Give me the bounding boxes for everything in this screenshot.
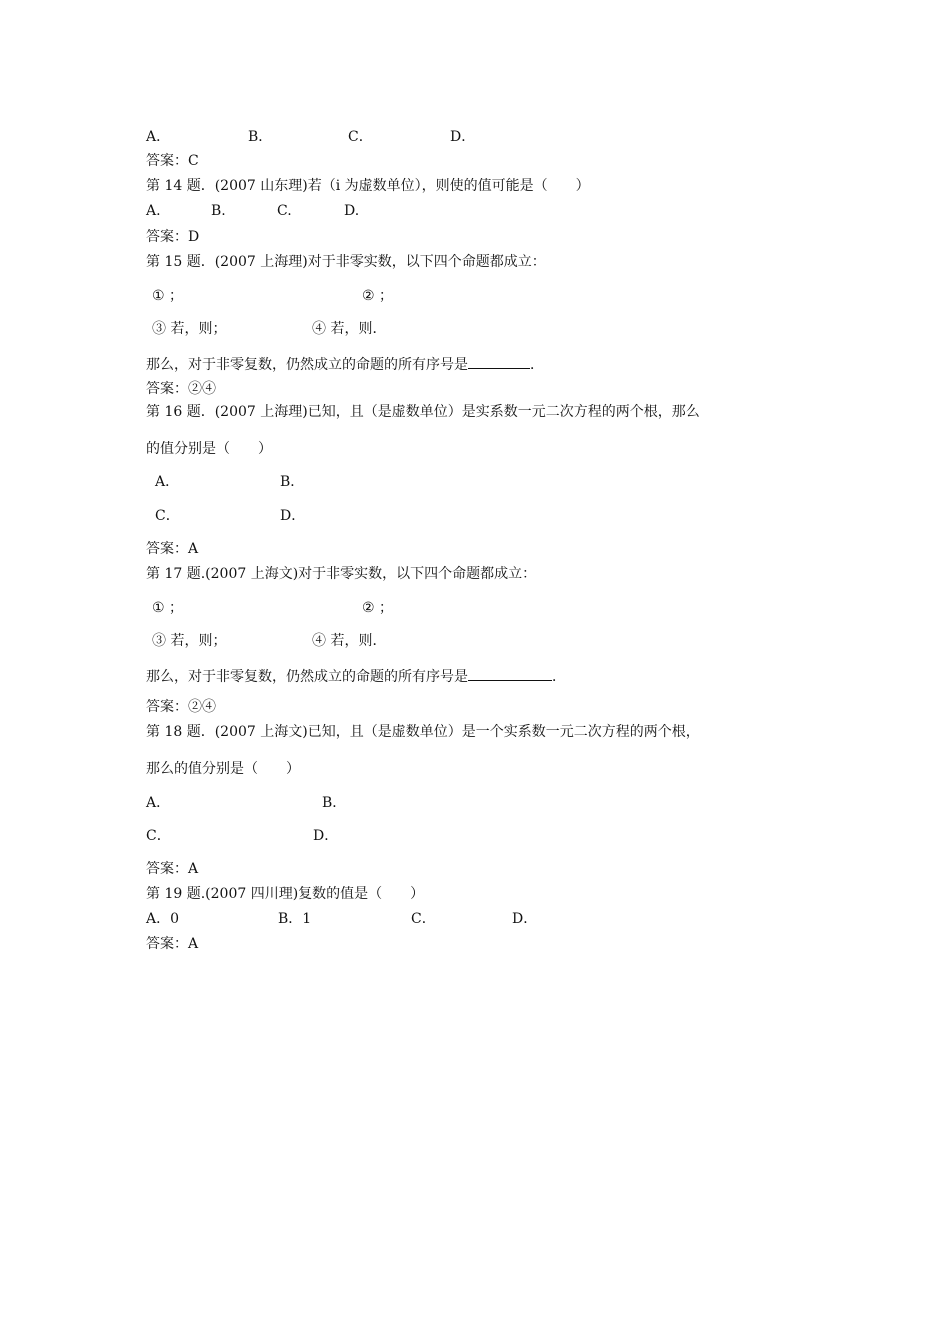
q14-title: 第 14 题．(2007 山东理)若（i 为虚数单位），则使的值可能是（ ） (146, 178, 590, 194)
q13-option-b: B． (248, 129, 273, 145)
q19-answer: 答案：A (146, 936, 199, 952)
q16-option-b: B． (280, 474, 305, 490)
q17-question (146, 666, 566, 686)
q15-answer: 答案：②④ (146, 381, 216, 397)
q17-question-end: ． (552, 669, 566, 685)
q13-option-c: C． (348, 129, 373, 145)
q15-answer-blank (468, 354, 530, 369)
q19-option-b: B．1 (278, 911, 312, 927)
q18-title: 第 18 题．(2007 上海文)已知，且（是虚数单位）是一个实系数一元二次方程的两个根， (146, 724, 700, 740)
q15-question-text: 那么，对于非零复数，仍然成立的命题的所有序号是 (146, 357, 468, 373)
q15-statement-2: ② ； (362, 288, 394, 304)
q17-statement-4: ④ 若，则． (312, 633, 387, 649)
q13-option-a: A． (146, 129, 171, 145)
q17-statement-2: ② ； (362, 600, 394, 616)
q14-answer: 答案：D (146, 229, 200, 245)
q17-answer-blank (468, 666, 552, 681)
q14-option-b: B. (211, 203, 226, 219)
q18-option-d: D． (313, 828, 339, 844)
q19-option-c: C． (411, 911, 436, 927)
q15-question-end: ． (530, 357, 544, 373)
q15-statement-4: ④ 若，则． (312, 321, 387, 337)
q19-option-d: D． (512, 911, 538, 927)
q16-title: 第 16 题．(2007 上海理)已知，且（是虚数单位）是实系数一元二次方程的两个根，那么 (146, 404, 700, 420)
q14-option-c: C. (277, 203, 292, 219)
q17-statement-3: ③ 若，则； (152, 633, 227, 649)
q15-statement-3: ③ 若，则； (152, 321, 227, 337)
q19-option-a: A．0 (146, 911, 180, 927)
q17-answer: 答案：②④ (146, 699, 216, 715)
q18-option-a: A． (146, 795, 171, 811)
q18-option-c: C． (146, 828, 171, 844)
q15-statement-1: ① ； (152, 288, 184, 304)
q14-option-a: A. (146, 203, 161, 219)
q16-answer: 答案：A (146, 541, 199, 557)
q13-option-d: D． (450, 129, 476, 145)
q18-title-cont: 那么的值分别是（ ） (146, 761, 300, 777)
q14-option-d: D. (344, 203, 360, 219)
q17-question-text: 那么，对于非零复数，仍然成立的命题的所有序号是 (146, 669, 468, 685)
q16-option-d: D． (280, 508, 306, 524)
q15-question (146, 354, 544, 374)
q17-title: 第 17 题.(2007 上海文)对于非零实数，以下四个命题都成立： (146, 566, 537, 582)
q18-option-b: B． (322, 795, 347, 811)
q19-title: 第 19 题.(2007 四川理)复数的值是（ ） (146, 886, 425, 902)
q16-option-c: C． (155, 508, 180, 524)
q13-answer: 答案：C (146, 153, 199, 169)
q18-answer: 答案：A (146, 861, 199, 877)
q16-title-cont: 的值分别是（ ） (146, 441, 272, 457)
q15-title: 第 15 题．(2007 上海理)对于非零实数，以下四个命题都成立： (146, 254, 546, 270)
q16-option-a: A． (155, 474, 180, 490)
q17-statement-1: ① ； (152, 600, 184, 616)
